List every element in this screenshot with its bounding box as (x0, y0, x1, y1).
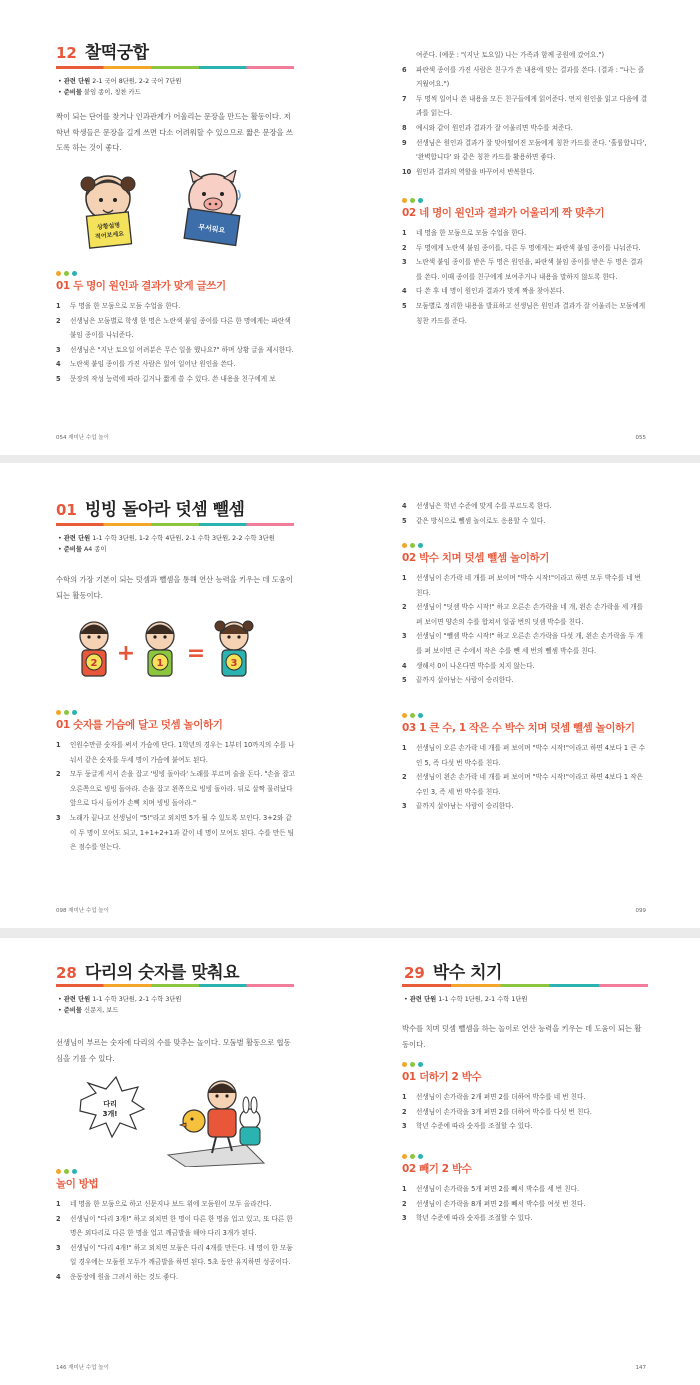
section-dots-icon (56, 710, 296, 715)
kid-number-3 (215, 621, 253, 676)
list-item: 2 선생님이 손가락을 8개 펴면 2를 빼서 박수를 여섯 번 친다. (402, 1199, 586, 1208)
steps-list (402, 499, 648, 528)
section-title: 03 1 큰 수, 1 작은 수 박수 치며 덧셈 뺄셈 놀이하기 (402, 722, 635, 734)
list-item: 1 두 명을 한 모둠으로 모둠 수업을 한다. (56, 302, 181, 310)
list-item: 3 노란색 붙임 종이를 받은 두 명은 원인을, 파란색 붙임 종이를 받은 두 명은 결과를 쓴다. 이때 종이를 친구에게 보여주거나 내용을 말하지 않도록 한다. (402, 258, 643, 281)
list-item: 5 끝까지 살아남는 사람이 승리한다. (402, 676, 514, 685)
list-item: 2 두 명에게 노란색 붙임 종이를, 다른 두 명에게는 파란색 붙임 종이를 나눠준다. (402, 243, 641, 252)
section-title: 01 두 명이 원인과 결과가 맞게 글쓰기 (56, 280, 226, 292)
page-055 (350, 0, 700, 455)
section-02 (402, 543, 648, 688)
list-item: 3 노래가 끝나고 선생님이 "5!"라고 외치면 5가 될 수 있도록 모인다. 3+2와 같이 두 명이 모여도 되고, 1+1+2+1과 같이 네 명이 모여도 된다. 수를 만든 팀은 점수를 얻는다. (56, 813, 295, 852)
section-dots-icon (56, 271, 296, 276)
pig-character (184, 170, 240, 245)
page-folio: 146 재미난 수업 놀이 (56, 1365, 109, 1371)
section-01 (56, 271, 296, 387)
chapter-heading (56, 495, 244, 520)
steps-list (402, 226, 648, 328)
meta-unit: • 관련 단원 2-1 국어 8단원, 2-2 국어 7단원 (58, 76, 182, 87)
list-item: 1 인원수만큼 숫자를 써서 가슴에 단다. 1학년의 경우는 1부터 10까지의 수를 나눠서 같은 숫자를 두세 명이 가슴에 붙여도 된다. (56, 741, 295, 764)
meta-unit: • 관련 단원 1-1 수학 1단원, 2-1 수학 1단원 (404, 994, 528, 1005)
list-item: 3 끝까지 살아남는 사람이 승리한다. (402, 802, 514, 811)
svg-text:2: 2 (90, 658, 98, 669)
page-054 (0, 0, 350, 455)
meta-info (58, 533, 275, 555)
section-title: 02 박수 치며 덧셈 뺄셈 놀이하기 (402, 552, 550, 564)
steps-list (402, 63, 648, 180)
list-item: 2 모두 둥글게 서서 손을 잡고 '빙빙 돌아라' 노래를 부르며 술을 돈다. "손을 잡고 오른쪽으로 빙빙 돌아라. 손을 잡고 왼쪽으로 빙빙 돌아라. 뒤로 살짝 물러났다 앞으로 다시 들어가 손뼉 치며 빙빙 돌아라." (56, 770, 295, 808)
page-147 (350, 938, 700, 1385)
chapter-title: 찰떡궁합 (84, 43, 149, 63)
section-title: 02 네 명이 원인과 결과가 어울리게 짝 맞추기 (402, 207, 605, 219)
svg-text:적어보세요: 적어보세요 (94, 230, 125, 241)
color-stripe (402, 984, 648, 987)
list-item: 3 선생님이 "뺄셈 박수 시작!" 하고 오른손 손가락을 다섯 개, 왼손 손가락을 두 개를 펴 보이면 큰 수에서 작은 수를 뺀 세 번의 뺄셈 박수를 친다. (402, 632, 644, 655)
steps-list (402, 571, 648, 688)
list-item: 1 선생님이 오른 손가락 네 개를 펴 보이며 "박수 시작!"이라고 하면 4보다 1 큰 수인 5, 즉 다섯 번 박수를 친다. (402, 744, 646, 767)
section-dots-icon (402, 1062, 648, 1067)
meta-materials: • 준비물 붙임 종이, 칭찬 카드 (58, 87, 182, 98)
section-01 (56, 710, 296, 855)
section-title: 놀이 방법 (56, 1178, 99, 1190)
intro-text: 박수를 치며 덧셈 뺄셈을 하는 놀이로 연산 능력을 키우는 데 도움이 되는 활동이다. (402, 1024, 642, 1049)
list-item: 4 선생님은 학년 수준에 맞게 수를 부르도록 한다. (402, 502, 552, 510)
section-02 (402, 1154, 648, 1226)
chapter-number: 28 (56, 964, 77, 982)
list-item: 2 선생님이 "다리 3개!" 하고 외치면 한 명이 다른 한 명을 업고 있고, 또 다른 한 명은 외다리로 다른 한 명을 업고 깨금발을 해야 다리 3개가 된다. (56, 1214, 293, 1238)
page-folio: 098 재미난 수업 놀이 (56, 908, 109, 914)
section-02 (402, 198, 648, 328)
list-item: 6 파란색 종이를 가진 사람은 친구가 쓴 내용에 맞는 결과를 쓴다. (결과 : "나는 즐거웠어요.") (402, 65, 645, 89)
list-item: 4 다 쓴 후 네 명이 원인과 결과가 맞게 짝을 찾아본다. (402, 287, 565, 296)
list-item: 3 학년 수준에 따라 숫자를 조절할 수 있다. (402, 1122, 533, 1131)
list-item: 1 선생님이 손가락을 2개 펴면 2를 더하여 박수를 네 번 친다. (402, 1093, 586, 1101)
speech-bubble (80, 1077, 144, 1137)
list-item: 10 원인과 결과의 역할을 바꾸어서 반복한다. (402, 167, 535, 176)
meta-materials: • 준비물 A4 종이 (58, 544, 275, 555)
svg-text:다리: 다리 (103, 1100, 117, 1108)
svg-text:3: 3 (230, 658, 238, 669)
color-stripe (56, 66, 294, 69)
list-item: 3 학년 수준에 따라 숫자를 조절할 수 있다. (402, 1214, 533, 1223)
chapter-heading (404, 958, 502, 983)
list-item: 9 선생님은 원인과 결과가 잘 맞아떨어진 모둠에게 칭찬 카드를 준다. '훌륭합니다', '완벽합니다' 와 같은 칭찬 카드를 활용하면 좋다. (402, 138, 647, 162)
chapter-title: 박수 치기 (432, 963, 502, 983)
steps-list (402, 741, 648, 814)
illustration-leg-game (76, 1075, 276, 1167)
section-dots-icon (402, 713, 648, 718)
list-item: 2 선생님이 손가락을 3개 펴면 2를 더하여 박수를 다섯 번 친다. (402, 1107, 592, 1116)
meta-unit: • 관련 단원 1-1 수학 3단원, 2-1 수학 3단원 (58, 994, 182, 1005)
meta-unit: • 관련 단원 1-1 수학 3단원, 1-2 수학 4단원, 2-1 수학 3단원, 2-2 수학 3단원 (58, 533, 275, 544)
list-item: 3 선생님이 "다리 4개!" 하고 외치면 모둠은 다리 4개를 만든다. 네 명이 한 모둠일 경우에는 모둠원 모두가 깨금발을 하면 된다. 5초 동안 유지하면 성공이다. (56, 1243, 293, 1267)
chapter-number: 01 (56, 501, 77, 519)
section-dots-icon (56, 1169, 296, 1174)
color-stripe (56, 523, 294, 526)
continued-line: 여준다. (예문 : "(지난 토요일) 나는 가족과 함께 공원에 갔어요.") (416, 51, 605, 59)
svg-text:1: 1 (156, 658, 164, 669)
section-title: 01 숫자를 가슴에 달고 덧셈 놀이하기 (56, 719, 223, 731)
list-item: 8 예시와 같이 원인과 결과가 잘 어울리면 박수를 쳐준다. (402, 123, 573, 132)
steps-list (402, 1182, 648, 1226)
intro-text: 선생님이 부르는 숫자에 다리의 수를 맞추는 놀이다. 모둠별 활동으로 협동심을 기를 수 있다. (56, 1038, 291, 1063)
section-03 (402, 713, 648, 814)
list-item: 4 운동장에 원을 그려서 하는 것도 좋다. (56, 1272, 179, 1281)
chapter-heading (56, 958, 239, 983)
chapter-heading (56, 38, 149, 63)
list-item: 2 선생님은 모둠별로 학생 한 명은 노란색 붙임 종이를 다른 한 명에게는 파란색 붙임 종이를 나눠준다. (56, 316, 291, 340)
svg-text:무서워요: 무서워요 (197, 223, 226, 235)
list-item: 5 모둠별로 정리한 내용을 발표하고 선생님은 원인과 결과가 잘 어울리는 모둠에게 칭찬 카드를 준다. (402, 301, 646, 325)
page-folio: 099 (635, 908, 646, 914)
steps-list (56, 299, 296, 387)
list-item: 5 같은 방식으로 뺄셈 놀이로도 응용할 수 있다. (402, 516, 546, 525)
intro-text: 짝이 되는 단어를 찾거나 인과관계가 어울리는 문장을 만드는 활동이다. 저학년 학생들은 문장을 길게 쓰면 다소 어려워할 수 있으므로 짧은 문장을 쓰도록 하는 것이 좋다. (56, 112, 293, 152)
section-dots-icon (402, 198, 648, 203)
intro-text: 수학의 가장 기본이 되는 덧셈과 뺄셈을 통해 연산 능력을 키우는 데 도움이 되는 활동이다. (56, 575, 293, 600)
list-item: 4 노란색 붙임 종이를 가진 사람은 일어 일어난 원인을 쓴다. (56, 360, 236, 369)
list-item: 5 문장의 작성 능력에 따라 길거나 짧게 쓸 수 있다. 쓴 내용을 친구에게 보 (56, 374, 276, 383)
page-folio: 055 (635, 435, 646, 441)
list-item: 1 선생님이 손가락 네 개를 펴 보이며 "박수 시작!"이라고 하면 모두 박수를 네 번 친다. (402, 574, 641, 597)
section-play-method (56, 1169, 296, 1285)
list-item: 1 네 명을 한 모둠으로 하고 신문지나 보드 위에 모둠원이 모두 올라간다. (56, 1200, 272, 1208)
page-folio: 054 재미난 수업 놀이 (56, 435, 109, 441)
list-item: 7 두 명씩 일어나 쓴 내용을 모든 친구들에게 읽어준다. 먼저 원인을 읽고 다음에 결과를 읽는다. (402, 94, 648, 118)
svg-text:상황설명: 상황설명 (96, 221, 121, 232)
spread-1 (0, 0, 700, 455)
section-dots-icon (402, 543, 648, 548)
girl-character (81, 176, 135, 248)
page-folio: 147 (635, 1365, 646, 1371)
chapter-title: 다리의 숫자를 맞춰요 (84, 963, 240, 983)
meta-materials: • 준비물 신문지, 보드 (58, 1005, 182, 1016)
spread-3 (0, 938, 700, 1385)
chapter-number: 12 (56, 44, 77, 62)
list-item: 2 선생님이 "덧셈 박수 시작!" 하고 오른손 손가락을 네 개, 왼손 손가락을 세 개를 펴 보이면 양손의 수를 합쳐서 일곱 번의 덧셈 박수를 친다. (402, 603, 644, 626)
list-item: 3 선생님은 "지난 토요일 어려분은 무슨 일을 했나요?" 하며 상황 글을 제시한다. (56, 345, 294, 354)
continued-steps (402, 499, 648, 528)
steps-list (56, 738, 296, 855)
spread-2 (0, 463, 700, 928)
meta-info (58, 76, 182, 98)
kid-number-1 (146, 622, 174, 676)
meta-info (58, 994, 182, 1016)
kid-number-2 (80, 622, 108, 676)
steps-list (402, 1090, 648, 1134)
section-01 (402, 1062, 648, 1134)
chapter-number: 29 (404, 964, 425, 982)
meta-info (404, 994, 528, 1005)
section-dots-icon (402, 1154, 648, 1159)
list-item: 1 네 명을 한 모둠으로 모둠 수업을 한다. (402, 229, 527, 237)
list-item: 2 선생님이 왼손 손가락 네 개를 펴 보이며 "박수 시작!"이라고 하면 4보다 1 작은 수인 3, 즉 세 번 박수를 친다. (402, 773, 643, 796)
kids-on-newspaper (168, 1081, 264, 1167)
page-146 (0, 938, 350, 1385)
section-title: 01 더하기 2 박수 (402, 1071, 482, 1083)
steps-list (56, 1197, 296, 1285)
plus-sign: + (116, 641, 136, 666)
equals-sign: = (186, 641, 206, 666)
list-item: 1 선생님이 손가락을 5개 펴면 2를 빼서 박수를 세 번 친다. (402, 1185, 580, 1193)
section-title: 02 빼기 2 박수 (402, 1163, 472, 1175)
illustration-kids-cause-effect (78, 170, 268, 260)
page-099 (350, 463, 700, 928)
continued-steps (402, 48, 648, 179)
color-stripe (56, 984, 294, 987)
svg-text:3개!: 3개! (102, 1110, 118, 1118)
page-098 (0, 463, 350, 928)
chapter-title: 빙빙 돌아라 덧셈 뺄셈 (84, 500, 245, 520)
list-item: 4 생해서 0이 나온다면 박수를 치지 않는다. (402, 661, 535, 670)
illustration-number-kids (74, 618, 274, 688)
